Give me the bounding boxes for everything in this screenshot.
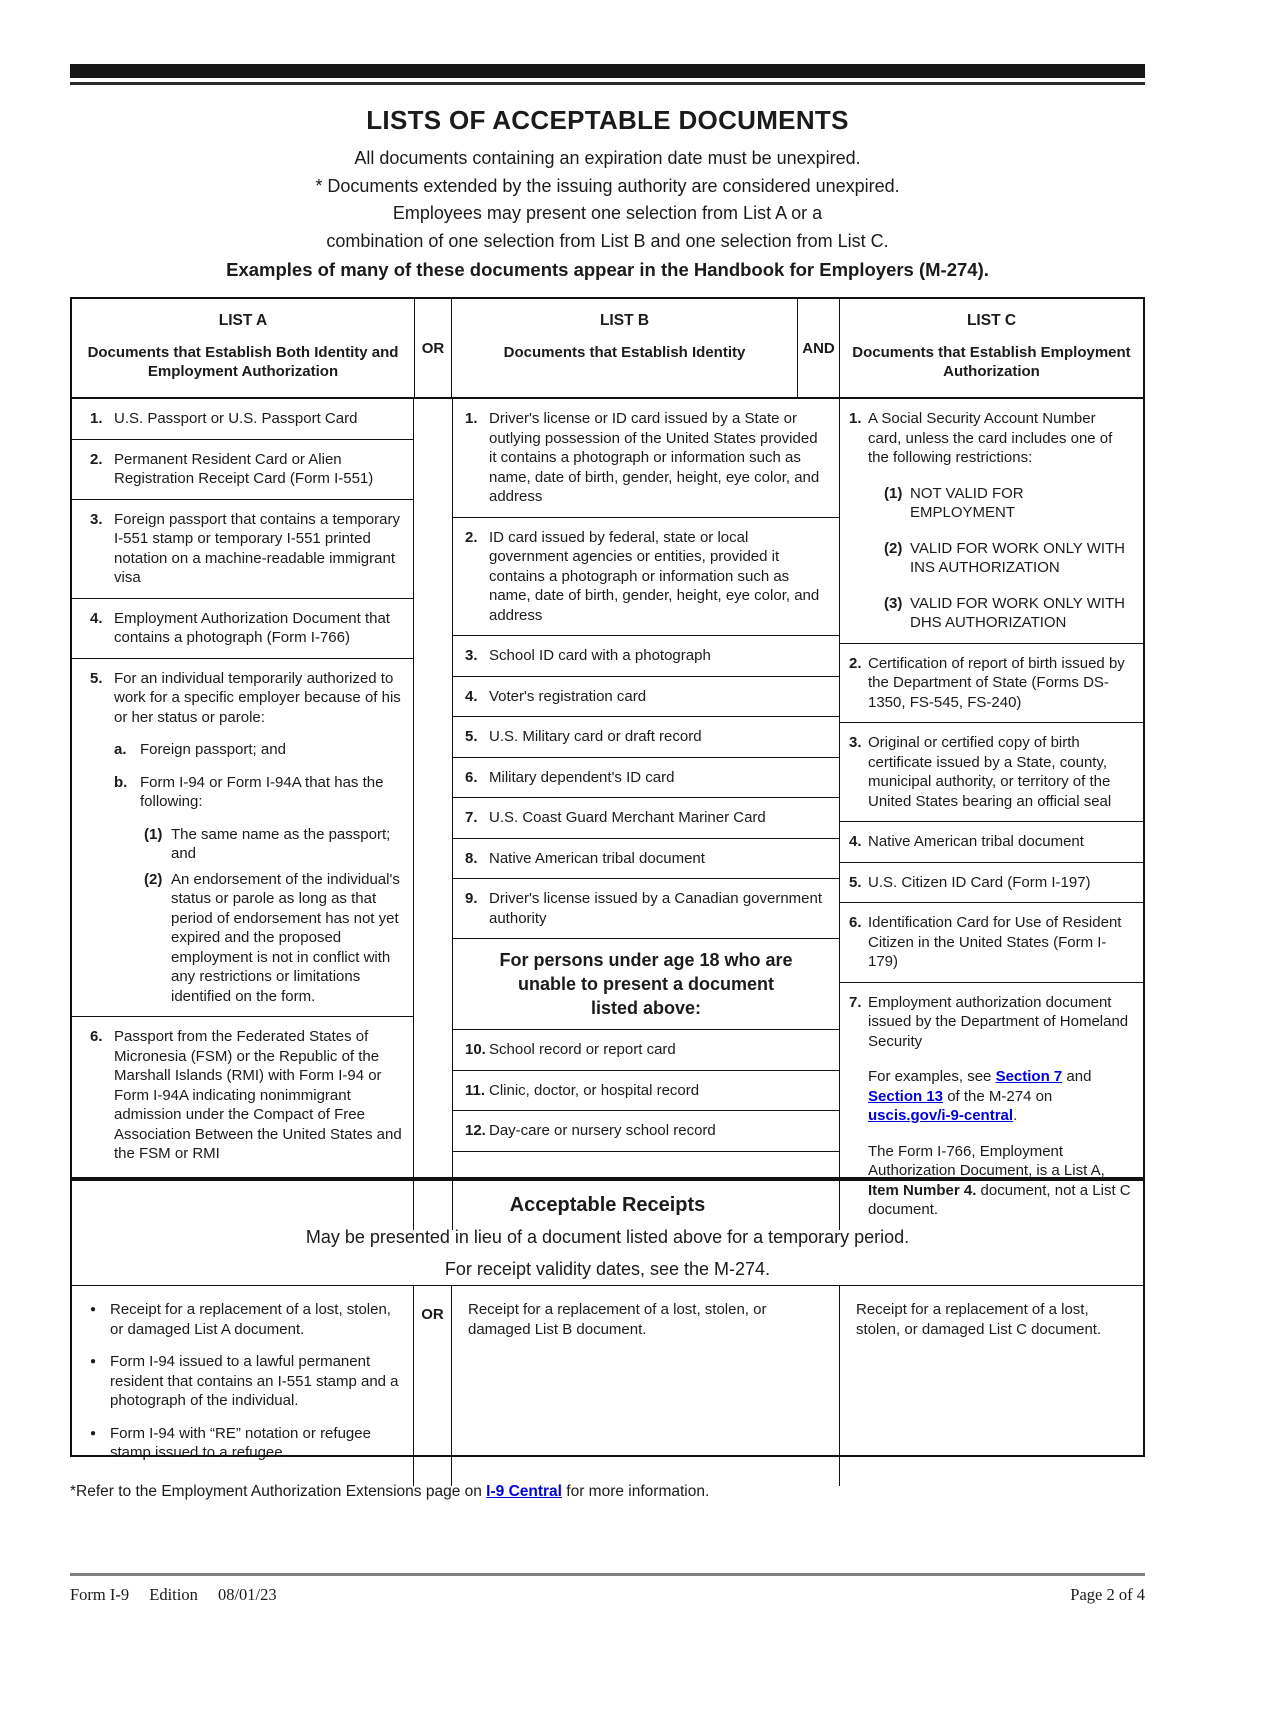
item-number: 2. <box>465 528 478 546</box>
top-rule-thin <box>70 82 1145 85</box>
list-b-item-3 <box>453 636 839 677</box>
item-text: U.S. Coast Guard Merchant Mariner Card <box>489 809 766 826</box>
item-text: Foreign passport that contains a temporary I-551 stamp or temporary I-551 printed notation on a machine-readable immigrant visa <box>114 510 400 586</box>
list-b-item-4 <box>453 677 839 718</box>
list-a-header <box>72 299 414 397</box>
item-text: Identification Card for Use of Resident Citizen in the United States (Form I-179) <box>868 914 1122 970</box>
item-text: Certification of report of birth issued by the Department of State (Forms DS-1350, FS-545, FS-240) <box>868 654 1125 711</box>
receipts-title: Acceptable Receipts <box>509 1194 706 1216</box>
list-a-column <box>72 399 414 1230</box>
item-text: Employment authorization document issued by the Department of Homeland Security <box>868 993 1129 1050</box>
item-number: (2) <box>884 539 903 557</box>
receipts-row <box>72 1285 1143 1461</box>
list-a-item-1 <box>72 399 413 440</box>
item-number: 2. <box>849 654 862 672</box>
item-text: VALID FOR WORK ONLY WITH DHS AUTHORIZATION <box>910 594 1126 631</box>
item-number: 8. <box>465 849 478 867</box>
item-number: 12. <box>465 1122 486 1139</box>
list-c-item-5 <box>840 863 1143 904</box>
or-gap-column <box>414 399 452 1230</box>
item-number: 4. <box>90 609 103 627</box>
footer-form-info <box>70 1585 293 1605</box>
item-number: (2) <box>144 870 163 888</box>
item-number: (1) <box>884 484 903 502</box>
item-number: b. <box>114 773 128 791</box>
list-b-subtitle: Documents that Establish Identity <box>503 344 746 361</box>
item-text: VALID FOR WORK ONLY WITH INS AUTHORIZATION <box>910 539 1126 576</box>
under18-line: listed above: <box>590 998 702 1018</box>
bullet-text: Form I-94 issued to a lawful permanent resident that contains an I-551 stamp and a photograph of the individual. <box>110 1353 399 1409</box>
item-number: 5. <box>849 873 862 891</box>
list-a-title: LIST A <box>218 312 268 329</box>
list-b-item-10 <box>453 1030 839 1071</box>
receipts-or-label: OR <box>414 1286 452 1486</box>
page <box>0 64 1275 1714</box>
list-c-i766-note: The Form I-766, Employment Authorization Document, is a List A, Item Number 4. document, not a List C document. <box>868 1142 1131 1218</box>
item-number: 6. <box>849 914 862 931</box>
receipt-list-c-text: Receipt for a replacement of a lost, stolen, or damaged List C document. <box>856 1301 1102 1338</box>
list-c-item-7 <box>840 983 1143 1230</box>
receipt-list-b-text: Receipt for a replacement of a lost, stolen, or damaged List B document. <box>468 1301 767 1338</box>
bullet-text: Form I-94 with “RE” notation or refugee stamp issued to a refugee. <box>110 1424 371 1461</box>
item-number: 4. <box>849 833 862 850</box>
item-number: 3. <box>90 510 103 528</box>
list-c-column <box>840 399 1143 1230</box>
footnote: *Refer to the Employment Authorization Extensions page on I-9 Central for more information. <box>70 1483 710 1500</box>
item-text: Foreign passport; and <box>140 741 286 758</box>
list-c-title: LIST C <box>966 312 1017 329</box>
list-b-item-1 <box>453 399 839 518</box>
list-b-under18-heading <box>453 939 839 1030</box>
list-a-item-2 <box>72 440 413 500</box>
item-number: 1. <box>849 410 862 427</box>
item-text: U.S. Military card or draft record <box>489 728 702 745</box>
list-a-item-6 <box>72 1017 413 1230</box>
edition-date: 08/01/23 <box>217 1585 277 1604</box>
list-c-item-1-restriction-3 <box>868 594 1131 633</box>
list-b-item-7 <box>453 798 839 839</box>
receipt-list-b-cell <box>452 1286 840 1486</box>
under18-line: For persons under age 18 who are <box>499 950 793 970</box>
list-c-examples-note: For examples, see Section 7 and Section 13 of the M-274 on uscis.gov/i-9-central. <box>868 1068 1092 1124</box>
list-b-item-12 <box>453 1111 839 1152</box>
top-rule-thick <box>70 64 1145 78</box>
item-text: Military dependent's ID card <box>489 768 675 786</box>
list-b-column <box>452 399 840 1230</box>
subtitle-line: combination of one selection from List B and one selection from List C. <box>326 230 889 251</box>
item-text: Driver's license or ID card issued by a State or outlying possession of the United States provided it contains a photograph or information such as name, date of birth, gender, height, eye color, and address <box>489 410 820 505</box>
receipts-line-1: May be presented in lieu of a document listed above for a temporary period. <box>305 1227 910 1247</box>
item-text: U.S. Passport or U.S. Passport Card <box>114 410 358 427</box>
item-number: 3. <box>465 647 478 664</box>
content <box>70 64 1145 1605</box>
item-text: Voter's registration card <box>489 687 647 705</box>
item-text: Native American tribal document <box>868 833 1084 850</box>
list-b-item-9 <box>453 879 839 939</box>
list-c-item-4 <box>840 822 1143 863</box>
item-number: 2. <box>90 450 103 468</box>
list-b-item-8 <box>453 839 839 880</box>
item-text: Original or certified copy of birth certificate issued by a State, county, municipal authority, or territory of the United States bearing an official seal <box>868 734 1112 810</box>
bullet-text: Receipt for a replacement of a lost, stolen, or damaged List A document. <box>110 1301 391 1338</box>
item-text: Passport from the Federated States of Micronesia (FSM) or the Republic of the Marshall Islands (RMI) with Form I-94 or Form I-94A indicating nonimmigrant admission under the Compact of Free Association Between the United States and the FSM or RMI <box>114 1028 402 1162</box>
item-text: U.S. Citizen ID Card (Form I-197) <box>868 873 1091 891</box>
item-text: Permanent Resident Card or Alien Registration Receipt Card (Form I-551) <box>114 450 374 487</box>
item-text: The same name as the passport; and <box>171 825 391 862</box>
list-c-item-1 <box>840 399 1143 644</box>
list-b-item-11 <box>453 1071 839 1112</box>
list-a-item-5 <box>72 659 413 1018</box>
examples-note: Examples of many of these documents appear in the Handbook for Employers (M-274). <box>226 259 989 280</box>
item-number: 1. <box>465 410 478 427</box>
item-text: Driver's license issued by a Canadian government authority <box>489 890 823 927</box>
list-c-item-2 <box>840 644 1143 724</box>
list-c-item-1-restriction-2 <box>868 539 1131 578</box>
receipt-bullet-3 <box>86 1424 401 1463</box>
item-number: 6. <box>90 1028 103 1045</box>
subtitle-line: * Documents extended by the issuing authority are considered unexpired. <box>315 175 900 196</box>
item-number: 11. <box>465 1081 486 1099</box>
item-text: Native American tribal document <box>489 849 705 867</box>
bullet-icon: ● <box>90 1304 97 1315</box>
item-text: Clinic, doctor, or hospital record <box>489 1081 700 1099</box>
item-number: 6. <box>465 768 478 786</box>
item-text: A Social Security Account Number card, unless the card includes one of the following restrictions: <box>868 410 1113 466</box>
item-text: Employment Authorization Document that contains a photograph (Form I-766) <box>114 609 390 646</box>
receipt-list-c-cell <box>840 1286 1143 1486</box>
page-number: Page 2 of 4 <box>1070 1585 1145 1604</box>
receipt-bullet-1 <box>86 1300 401 1339</box>
list-a-item-5a <box>114 740 403 760</box>
item-number: 7. <box>849 993 862 1011</box>
item-number: a. <box>114 741 127 758</box>
item-text: School ID card with a photograph <box>489 647 711 664</box>
or-label: OR <box>414 299 452 397</box>
i9-central-link[interactable]: I-9 Central <box>486 1483 562 1500</box>
item-number: (1) <box>144 825 163 843</box>
footer-rule <box>70 1573 1145 1576</box>
item-number: 5. <box>465 728 478 745</box>
list-c-item-3 <box>840 723 1143 822</box>
edition-label: Edition <box>149 1585 198 1604</box>
list-a-item-5b-1 <box>140 825 403 864</box>
receipt-bullet-2 <box>86 1352 401 1411</box>
subtitle-line: All documents containing an expiration date must be unexpired. <box>354 148 861 168</box>
item-number: 3. <box>849 734 862 751</box>
item-text: NOT VALID FOR EMPLOYMENT <box>910 484 1024 521</box>
list-c-header <box>840 299 1143 397</box>
page-subtitle <box>70 145 1145 255</box>
and-label: AND <box>797 299 840 397</box>
list-c-item-1-restriction-1 <box>868 484 1131 523</box>
list-b-header <box>452 299 797 397</box>
under18-line: unable to present a document <box>517 974 775 994</box>
item-text: Day-care or nursery school record <box>489 1122 716 1139</box>
list-b-item-2 <box>453 518 839 637</box>
item-text: For an individual temporarily authorized to work for a specific employer because of his or her status or parole: <box>114 669 401 726</box>
item-number: 10. <box>465 1041 486 1058</box>
list-a-item-5b <box>114 773 403 1007</box>
uscis-i9-central-link[interactable]: uscis.gov/i-9-central <box>868 1107 1014 1124</box>
list-b-item-6 <box>453 758 839 799</box>
receipt-list-a-cell <box>72 1286 414 1486</box>
subtitle-line: Employees may present one selection from List A or a <box>392 203 823 223</box>
item-number: 7. <box>465 809 478 826</box>
list-b-title: LIST B <box>599 312 650 329</box>
item-text: ID card issued by federal, state or local government agencies or entities, provided it contains a photograph or information such as name, date of birth, gender, height, eye color, and address <box>489 528 820 624</box>
bullet-icon: ● <box>90 1427 97 1439</box>
item-number: 5. <box>90 669 103 687</box>
item-text: Form I-94 or Form I-94A that has the following: <box>140 773 384 810</box>
item-text: An endorsement of the individual's status or parole as long as that period of endorsement has not yet expired and the proposed employment is not in conflict with any restrictions or limitations identified on the form. <box>171 870 400 1005</box>
table-header-row <box>72 299 1143 399</box>
item-text: School record or report card <box>489 1041 676 1058</box>
footer <box>70 1585 1145 1605</box>
list-a-subtitle: Documents that Establish Both Identity and Employment Authorization <box>87 344 399 380</box>
list-a-item-3 <box>72 500 413 599</box>
receipts-line-2: For receipt validity dates, see the M-274. <box>444 1259 771 1279</box>
list-a-item-5b-2 <box>140 870 403 1007</box>
item-number: 9. <box>465 890 478 907</box>
list-c-item-6 <box>840 903 1143 983</box>
item-number: (3) <box>884 594 903 612</box>
section-7-link[interactable]: Section 7 <box>995 1068 1063 1085</box>
documents-table <box>70 297 1145 1461</box>
list-c-subtitle: Documents that Establish Employment Authorization <box>852 344 1131 380</box>
list-a-item-4 <box>72 599 413 659</box>
item-number: 4. <box>465 687 478 705</box>
form-number: Form I-9 <box>70 1585 130 1604</box>
item-number: 1. <box>90 410 103 427</box>
list-b-item-5 <box>453 717 839 758</box>
item-number-4-reference: Item Number 4. <box>868 1181 977 1199</box>
section-13-link[interactable]: Section 13 <box>868 1087 944 1105</box>
bullet-icon: ● <box>90 1356 97 1367</box>
page-title: LISTS OF ACCEPTABLE DOCUMENTS <box>366 105 849 135</box>
